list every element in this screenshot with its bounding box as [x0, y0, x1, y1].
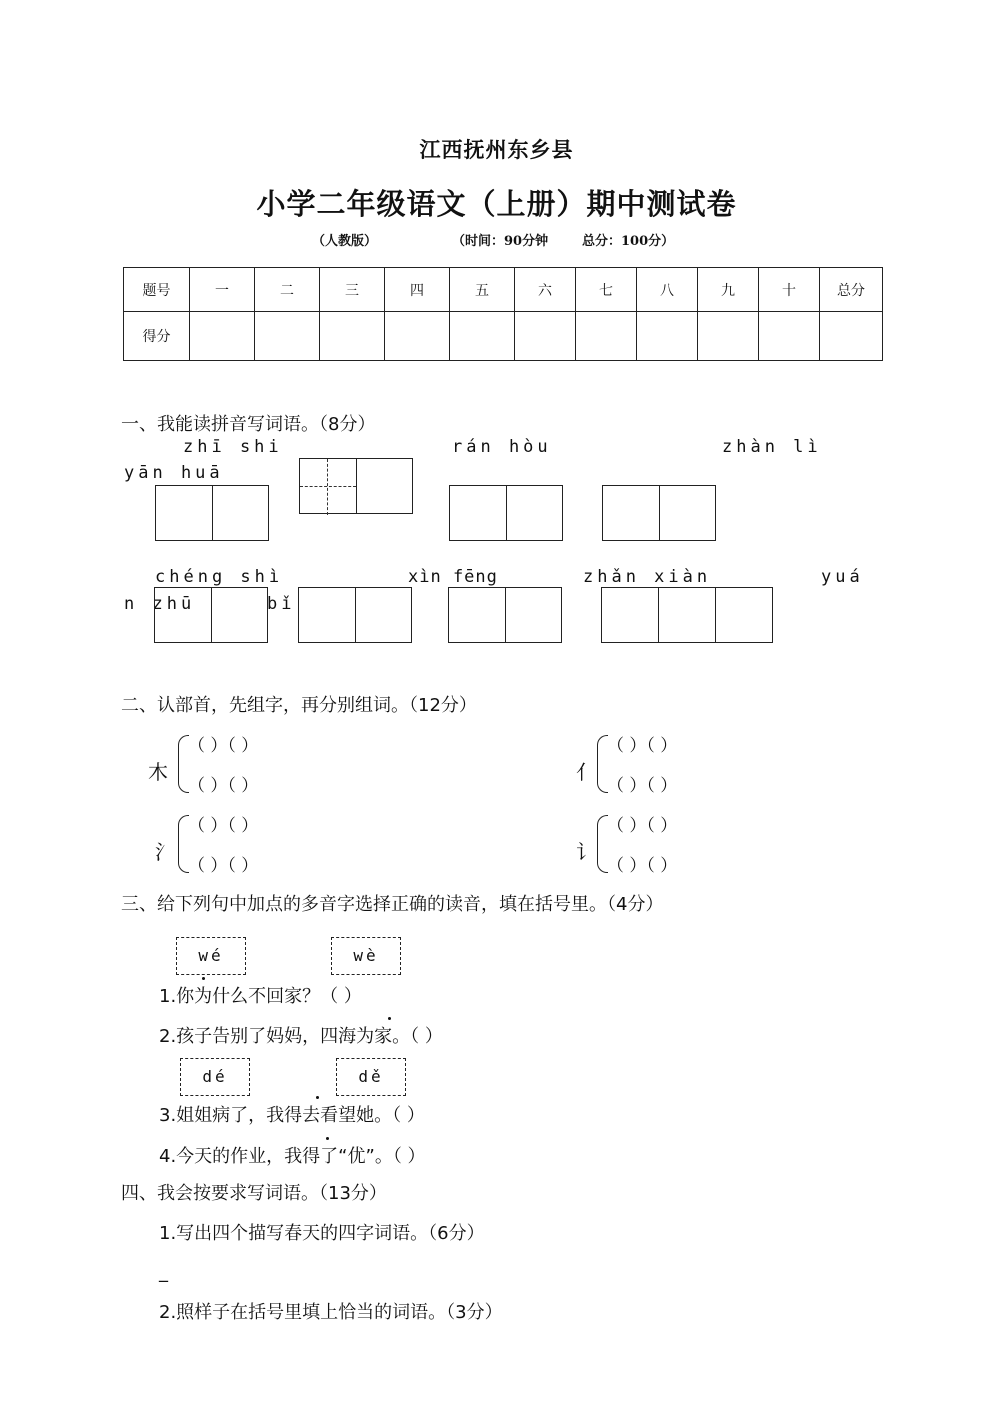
- section1-heading: 一、我能读拼音写词语。（8分）: [121, 414, 376, 435]
- score-table: [123, 267, 883, 361]
- emphasis-dot: [388, 1017, 391, 1020]
- answer-parens[interactable]: （ ）（ ）: [607, 816, 678, 836]
- table-cell: 题号: [124, 268, 190, 312]
- edition-label: （人教版）: [312, 234, 378, 249]
- table-cell: 六: [515, 268, 576, 312]
- table-cell: 九: [698, 268, 759, 312]
- table-cell: 五: [450, 268, 515, 312]
- pinyin-xinfeng: xìn fēng: [408, 567, 498, 587]
- reading-option-de2: dé: [180, 1058, 250, 1096]
- pinyin-yuan-part: yuá: [821, 567, 864, 587]
- writing-box[interactable]: [449, 485, 563, 541]
- writing-box[interactable]: [299, 458, 413, 514]
- answer-blank[interactable]: _: [159, 1262, 168, 1283]
- table-cell: 十: [759, 268, 820, 312]
- pinyin-zhishi: zhī shi: [183, 437, 283, 457]
- page-title: 小学二年级语文（上册）期中测试卷: [256, 187, 737, 221]
- pinyin-chengshi: chéng shì: [155, 567, 284, 587]
- emphasis-dot: [316, 1096, 319, 1099]
- answer-parens[interactable]: （ ）（ ）: [607, 856, 678, 876]
- pinyin-zhanli: zhàn lì: [722, 437, 822, 457]
- table-row: [124, 312, 883, 361]
- score-input-cell[interactable]: [820, 312, 883, 361]
- score-input-cell[interactable]: [637, 312, 698, 361]
- time-label: （时间：90分钟: [452, 234, 549, 249]
- radical-yan: 讠: [576, 840, 596, 864]
- answer-parens[interactable]: （ ）（ ）: [188, 736, 259, 756]
- score-input-cell[interactable]: [698, 312, 759, 361]
- emphasis-dot: [326, 1137, 329, 1140]
- sentence-3: 3.姐姐病了，我得去看望她。（ ）: [159, 1105, 425, 1126]
- score-input-cell[interactable]: [385, 312, 450, 361]
- score-input-cell[interactable]: [450, 312, 515, 361]
- writing-box[interactable]: [298, 587, 412, 643]
- emphasis-dot: [202, 977, 205, 980]
- reading-option-we4: wè: [331, 937, 401, 975]
- writing-box[interactable]: [602, 485, 716, 541]
- question-4-2: 2.照样子在括号里填上恰当的词语。（3分）: [159, 1302, 503, 1323]
- writing-box[interactable]: [154, 587, 268, 643]
- table-cell: 三: [320, 268, 385, 312]
- writing-box[interactable]: [155, 485, 269, 541]
- reading-option-we2: wé: [176, 937, 246, 975]
- score-input-cell[interactable]: [515, 312, 576, 361]
- table-cell: 八: [637, 268, 698, 312]
- score-input-cell[interactable]: [576, 312, 637, 361]
- pinyin-zhanxian: zhǎn xiàn: [583, 567, 712, 587]
- question-4-1: 1.写出四个描写春天的四字词语。（6分）: [159, 1223, 485, 1244]
- sentence-2: 2.孩子告别了妈妈，四海为家。（ ）: [159, 1026, 443, 1047]
- writing-box[interactable]: [448, 587, 562, 643]
- answer-parens[interactable]: （ ）（ ）: [188, 776, 259, 796]
- table-cell: 二: [255, 268, 320, 312]
- table-cell: 七: [576, 268, 637, 312]
- score-input-cell[interactable]: [759, 312, 820, 361]
- region-title: 江西抚州东乡县: [419, 137, 574, 162]
- score-input-cell[interactable]: [320, 312, 385, 361]
- pinyin-yanhua: yān huā: [124, 463, 224, 483]
- section3-heading: 三、给下列句中加点的多音字选择正确的读音，填在括号里。（4分）: [121, 894, 664, 915]
- score-input-cell[interactable]: [190, 312, 255, 361]
- section2-heading: 二、认部首，先组字，再分别组词。（12分）: [121, 695, 477, 716]
- table-cell: 总分: [820, 268, 883, 312]
- radical-mu: 木: [148, 760, 168, 784]
- score-input-cell[interactable]: [255, 312, 320, 361]
- reading-option-de3: dě: [336, 1058, 406, 1096]
- radical-ren: 亻: [576, 760, 596, 784]
- section4-heading: 四、我会按要求写词语。（13分）: [121, 1183, 387, 1204]
- radical-shui: 氵: [155, 840, 175, 864]
- answer-parens[interactable]: （ ）（ ）: [188, 856, 259, 876]
- pinyin-zhu: n zhū: [124, 594, 196, 614]
- writing-box[interactable]: [601, 587, 773, 643]
- sentence-1: 1.你为什么不回家？（ ）: [159, 986, 362, 1007]
- answer-parens[interactable]: （ ）（ ）: [188, 816, 259, 836]
- table-cell: 得分: [124, 312, 190, 361]
- answer-parens[interactable]: （ ）（ ）: [607, 736, 678, 756]
- sentence-4: 4.今天的作业，我得了“优”。（ ）: [159, 1146, 426, 1167]
- table-cell: 四: [385, 268, 450, 312]
- total-score-label: 总分：100分）: [582, 234, 675, 249]
- answer-parens[interactable]: （ ）（ ）: [607, 776, 678, 796]
- pinyin-ranhou: rán hòu: [452, 437, 552, 457]
- pinyin-bi: bǐ: [267, 594, 296, 614]
- table-row: [124, 268, 883, 312]
- table-cell: 一: [190, 268, 255, 312]
